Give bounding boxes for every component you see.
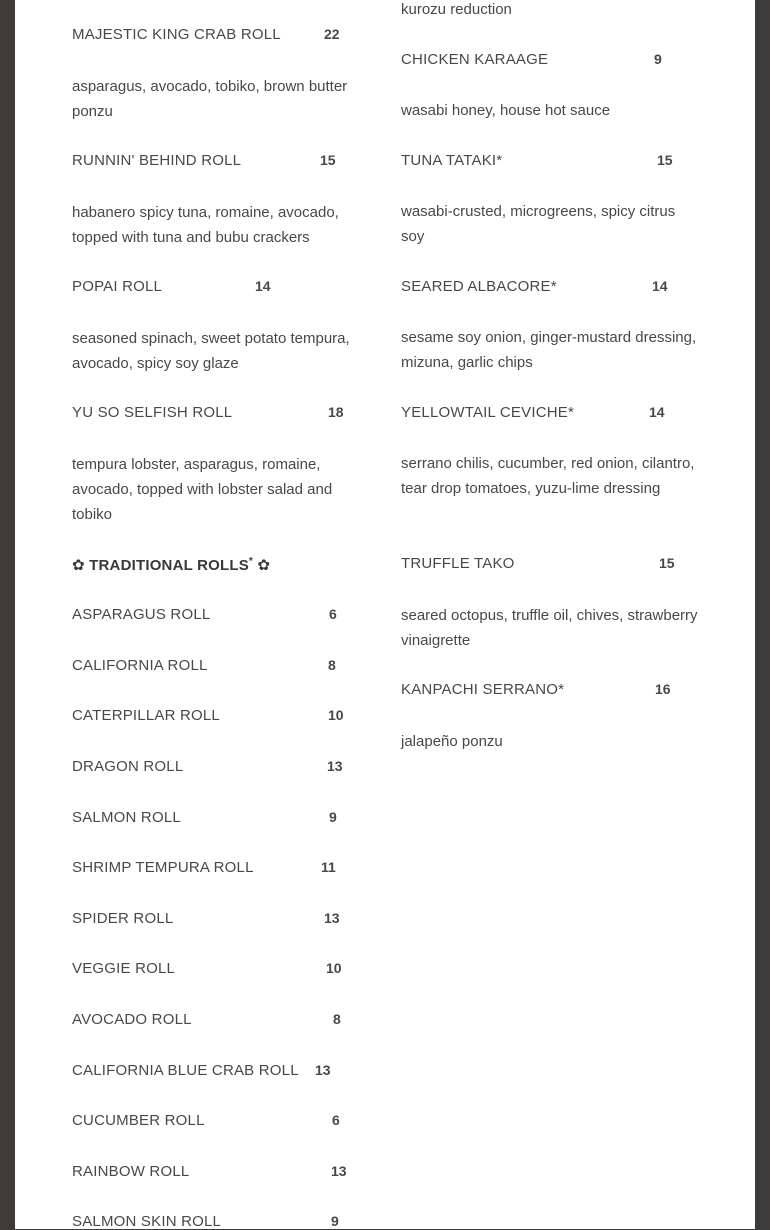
item-price: 15 xyxy=(320,152,336,168)
item-name: SALMON ROLL xyxy=(72,809,181,826)
item-name: CALIFORNIA BLUE CRAB ROLL xyxy=(72,1062,299,1079)
item-price: 15 xyxy=(659,555,675,571)
item-name: CHICKEN KARAAGE xyxy=(401,51,549,68)
item-price: 6 xyxy=(329,606,337,622)
item-price: 8 xyxy=(328,657,336,673)
item-price: 13 xyxy=(324,910,340,926)
item-name: CUCUMBER ROLL xyxy=(72,1112,205,1129)
item-price: 13 xyxy=(331,1163,347,1179)
item-price: 16 xyxy=(655,681,671,697)
item-price: 14 xyxy=(652,278,668,294)
item-name: SHRIMP TEMPURA ROLL xyxy=(72,859,254,876)
item-price: 13 xyxy=(315,1062,331,1078)
menu-page xyxy=(15,0,755,1229)
item-price: 8 xyxy=(333,1011,341,1027)
item-description: tempura lobster, asparagus, romaine, avocado, topped with lobster salad and tobiko xyxy=(72,456,333,523)
item-name: SALMON SKIN ROLL xyxy=(72,1213,222,1230)
item-name: MAJESTIC KING CRAB ROLL xyxy=(72,26,281,43)
item-name: TRUFFLE TAKO xyxy=(401,555,515,572)
item-price: 6 xyxy=(332,1112,340,1128)
item-description: wasabi-crusted, microgreens, spicy citrus soy xyxy=(401,203,676,245)
item-price: 14 xyxy=(649,404,665,420)
section-heading-asterisk: * xyxy=(248,556,254,567)
item-name: POPAI ROLL xyxy=(72,278,163,295)
item-name: SEARED ALBACORE* xyxy=(401,278,557,295)
item-name: RUNNIN' BEHIND ROLL xyxy=(72,152,242,169)
item-price: 14 xyxy=(255,278,271,294)
flower-icon: ✿ xyxy=(257,557,271,574)
item-description: jalapeño ponzu xyxy=(401,733,503,750)
item-price: 22 xyxy=(324,26,340,42)
item-price: 9 xyxy=(331,1213,339,1229)
item-description: wasabi honey, house hot sauce xyxy=(401,102,611,119)
section-heading-text: ✿ TRADITIONAL ROLLS xyxy=(72,557,249,574)
item-description: asparagus, avocado, tobiko, brown butter ponzu xyxy=(72,78,348,120)
item-name: YELLOWTAIL CEVICHE* xyxy=(401,404,575,421)
item-name: CALIFORNIA ROLL xyxy=(72,657,208,674)
item-price: 10 xyxy=(326,960,342,976)
item-name: ASPARAGUS ROLL xyxy=(72,606,211,623)
item-description: kurozu reduction xyxy=(401,1,512,18)
item-name: DRAGON ROLL xyxy=(72,758,184,775)
item-name: AVOCADO ROLL xyxy=(72,1011,192,1028)
item-description: seasoned spinach, sweet potato tempura, avocado, spicy soy glaze xyxy=(72,330,350,372)
section-heading-traditional-rolls xyxy=(72,556,270,574)
item-price: 18 xyxy=(328,404,344,420)
item-price: 10 xyxy=(328,707,344,723)
item-description: seared octopus, truffle oil, chives, strawberry vinaigrette xyxy=(401,607,698,649)
item-name: KANPACHI SERRANO* xyxy=(401,681,565,698)
item-name: VEGGIE ROLL xyxy=(72,960,176,977)
item-name: TUNA TATAKI* xyxy=(401,152,503,169)
item-price: 9 xyxy=(654,51,662,67)
item-price: 15 xyxy=(657,152,673,168)
item-description: sesame soy onion, ginger-mustard dressing, mizuna, garlic chips xyxy=(401,329,697,371)
item-name: SPIDER ROLL xyxy=(72,910,174,927)
item-name: CATERPILLAR ROLL xyxy=(72,707,220,724)
item-description: habanero spicy tuna, romaine, avocado, topped with tuna and bubu crackers xyxy=(72,204,339,246)
item-name: RAINBOW ROLL xyxy=(72,1163,190,1180)
item-price: 11 xyxy=(321,859,336,875)
item-price: 9 xyxy=(329,809,337,825)
item-name: YU SO SELFISH ROLL xyxy=(72,404,233,421)
item-price: 13 xyxy=(327,758,343,774)
item-description: serrano chilis, cucumber, red onion, cilantro, tear drop tomatoes, yuzu-lime dressing xyxy=(401,455,695,497)
